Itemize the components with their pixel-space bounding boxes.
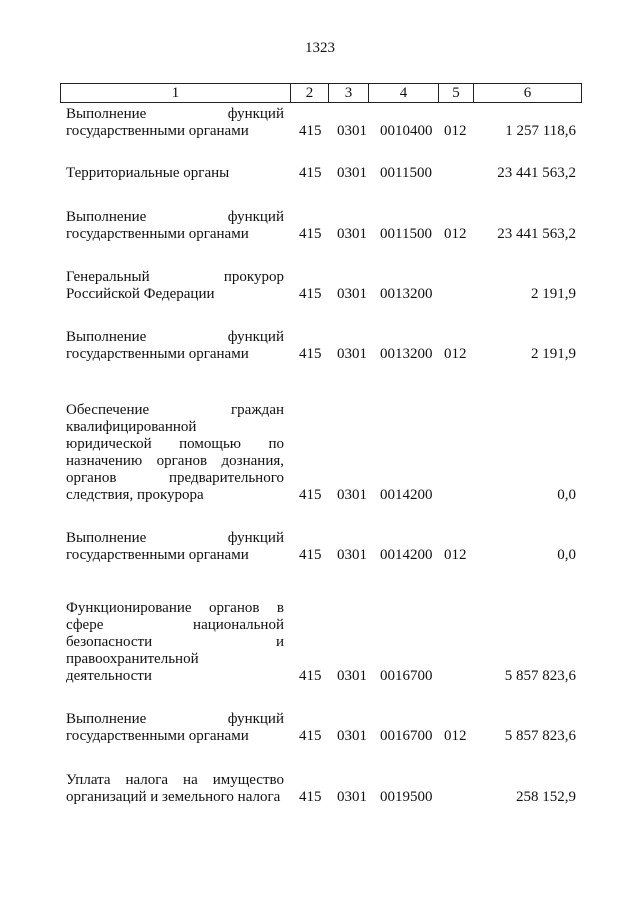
row-col-3: 0301 — [337, 668, 367, 684]
description-line: сфере национальной — [66, 617, 284, 633]
description-line: государственными органами — [66, 226, 249, 242]
row-description — [66, 165, 284, 182]
row-col-5: 012 — [444, 226, 467, 242]
table-row — [0, 106, 640, 140]
description-line: Выполнение функций — [66, 711, 284, 727]
description-line: безопасности и — [66, 634, 284, 650]
header-col-3: 3 — [329, 84, 369, 102]
description-line: квалифицированной — [66, 419, 197, 435]
row-col-3: 0301 — [337, 226, 367, 242]
row-col-3: 0301 — [337, 165, 367, 181]
description-line: государственными органами — [66, 547, 249, 563]
row-col-5: 012 — [444, 123, 467, 139]
description-line: государственными органами — [66, 346, 249, 362]
row-col-3: 0301 — [337, 789, 367, 805]
row-description — [66, 106, 284, 140]
description-line: Обеспечение граждан — [66, 402, 284, 418]
table-row — [0, 329, 640, 363]
table-row — [0, 600, 640, 685]
row-col-4: 0011500 — [380, 165, 432, 181]
description-line: Российской Федерации — [66, 286, 215, 302]
header-col-6: 6 — [523, 85, 532, 101]
description-line: Территориальные органы — [66, 165, 230, 181]
row-col-4: 0011500 — [380, 226, 432, 242]
row-col-3: 0301 — [337, 346, 367, 362]
header-col-2: 2 — [291, 84, 329, 102]
row-description — [66, 530, 284, 564]
table-row — [0, 772, 640, 806]
row-col-3: 0301 — [337, 547, 367, 563]
row-col-4: 0016700 — [380, 728, 433, 744]
row-col-3: 0301 — [337, 123, 367, 139]
header-col-5: 5 — [439, 84, 474, 102]
table-header — [60, 83, 582, 103]
row-col-6: 0,0 — [557, 547, 576, 563]
description-line: Выполнение функций — [66, 209, 284, 225]
row-col-6: 5 857 823,6 — [504, 668, 576, 684]
row-description — [66, 772, 284, 806]
table-row — [0, 269, 640, 303]
row-col-2: 415 — [299, 226, 322, 242]
row-description — [66, 402, 284, 504]
row-col-3: 0301 — [337, 487, 367, 503]
table-row — [0, 165, 640, 182]
row-col-2: 415 — [299, 286, 322, 302]
row-col-2: 415 — [299, 728, 322, 744]
row-col-2: 415 — [299, 668, 322, 684]
row-description — [66, 269, 284, 303]
description-line: организаций и земельного налога — [66, 789, 281, 805]
description-line: Генеральный прокурор — [66, 269, 284, 285]
description-line: Выполнение функций — [66, 530, 284, 546]
table-row — [0, 402, 640, 504]
header-col-1: 1 — [61, 84, 291, 102]
description-line: деятельности — [66, 668, 152, 684]
row-col-6: 2 191,9 — [531, 286, 576, 302]
row-col-3: 0301 — [337, 286, 367, 302]
row-col-4: 0013200 — [380, 346, 433, 362]
table-row — [0, 530, 640, 564]
table-row — [0, 711, 640, 745]
row-description — [66, 209, 284, 243]
description-line: органов предварительного — [66, 470, 284, 486]
description-line: юридической помощью по — [66, 436, 284, 452]
row-col-5: 012 — [444, 547, 467, 563]
description-line: правоохранительной — [66, 651, 199, 667]
row-col-2: 415 — [299, 547, 322, 563]
row-col-4: 0013200 — [380, 286, 433, 302]
row-col-2: 415 — [299, 487, 322, 503]
row-col-4: 0016700 — [380, 668, 433, 684]
row-col-4: 0014200 — [380, 487, 433, 503]
description-line: Выполнение функций — [66, 106, 284, 122]
row-col-6: 5 857 823,6 — [504, 728, 576, 744]
description-line: Функционирование органов в — [66, 600, 284, 616]
row-col-6: 2 191,9 — [531, 346, 576, 362]
header-col-4: 4 — [369, 84, 439, 102]
row-description — [66, 711, 284, 745]
page-number: 1323 — [305, 40, 335, 56]
row-col-2: 415 — [299, 123, 322, 139]
row-col-4: 0019500 — [380, 789, 433, 805]
row-col-4: 0014200 — [380, 547, 433, 563]
row-col-2: 415 — [299, 346, 322, 362]
row-col-6: 258 152,9 — [516, 789, 576, 805]
table-row — [0, 209, 640, 243]
row-col-2: 415 — [299, 165, 322, 181]
row-description — [66, 329, 284, 363]
row-col-2: 415 — [299, 789, 322, 805]
description-line: следствия, прокурора — [66, 487, 204, 503]
row-col-6: 23 441 563,2 — [497, 226, 576, 242]
description-line: назначению органов дознания, — [66, 453, 284, 469]
row-col-3: 0301 — [337, 728, 367, 744]
description-line: государственными органами — [66, 123, 249, 139]
description-line: государственными органами — [66, 728, 249, 744]
row-col-4: 0010400 — [380, 123, 433, 139]
row-col-5: 012 — [444, 346, 467, 362]
row-col-6: 1 257 118,6 — [505, 123, 576, 139]
row-col-6: 23 441 563,2 — [497, 165, 576, 181]
row-col-6: 0,0 — [557, 487, 576, 503]
row-col-5: 012 — [444, 728, 467, 744]
row-description — [66, 600, 284, 685]
description-line: Выполнение функций — [66, 329, 284, 345]
description-line: Уплата налога на имущество — [66, 772, 284, 788]
